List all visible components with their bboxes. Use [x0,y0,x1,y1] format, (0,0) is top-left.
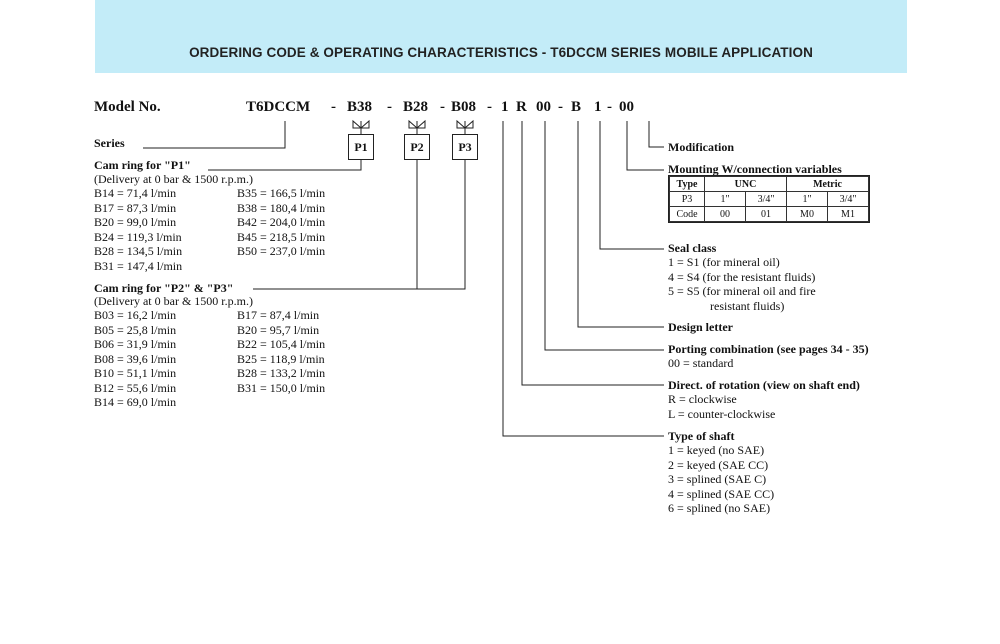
list-item: B12 = 55,6 l/min [94,380,177,395]
p1-line [208,160,361,170]
code-separator: - [487,99,492,115]
list-item: B10 = 51,1 l/min [94,366,177,380]
mounting-table [669,176,869,222]
table-header: Metric [787,177,869,192]
seal-title: Seal class [668,241,717,255]
p23-list-col2 [237,308,325,395]
seal-line [600,121,664,249]
shaft-title: Type of shaft [668,429,735,443]
code-separator: - [440,99,445,115]
list-item: B22 = 105,4 l/min [237,337,326,351]
seal-list [668,255,816,313]
rotation-list [668,392,775,421]
p1-list-col1 [94,186,182,273]
list-item: B28 = 134,5 l/min [94,244,183,258]
list-item: B24 = 119,3 l/min [94,229,182,244]
p1-box: P1 [348,134,374,160]
list-item: B14 = 71,4 l/min [94,186,177,200]
list-item: 4 = S4 (for the resistant fluids) [668,269,816,284]
list-item: B20 = 99,0 l/min [94,215,177,229]
list-item: B17 = 87,3 l/min [94,200,177,215]
model-label: Model No. [94,99,161,115]
porting-list [668,356,733,371]
list-item: L = counter-clockwise [668,406,776,421]
list-item: resistant fluids) [710,298,785,313]
table-cell: M0 [787,207,828,222]
modification-label: Modification [668,140,734,154]
page-title: ORDERING CODE & OPERATING CHARACTERISTICS - T6DCCM SERIES MOBILE APPLICATION [189,45,813,60]
table-cell: 1" [787,192,828,207]
list-item: B35 = 166,5 l/min [237,186,326,200]
table-cell: 00 [705,207,746,222]
list-item: B45 = 218,5 l/min [237,229,326,244]
list-item: 4 = splined (SAE CC) [668,486,775,501]
code-design: B [571,99,582,115]
list-item: 3 = splined (SAE C) [668,472,767,486]
list-item: B20 = 95,7 l/min [237,322,320,337]
list-item: B42 = 204,0 l/min [237,215,326,229]
rotation-line [522,121,664,385]
p1-list-col2 [237,186,325,259]
code-p2: B28 [403,99,429,115]
p23-subtitle: (Delivery at 0 bar & 1500 r.p.m.) [94,294,253,308]
table-cell: 01 [746,207,787,222]
list-item: 2 = keyed (SAE CC) [668,457,769,472]
series-label: Series [94,136,125,150]
list-item: B14 = 69,0 l/min [94,395,177,409]
code-separator: - [558,99,563,115]
code-series: T6DCCM [246,99,311,115]
code-separator: - [387,99,392,115]
p23-title: Cam ring for "P2" & "P3" [94,281,234,295]
porting-title: Porting combination (see pages 34 - 35) [668,342,869,356]
p1-title: Cam ring for "P1" [94,158,191,172]
modification-line [649,121,664,147]
table-cell: 1" [705,192,746,207]
list-item: B31 = 150,0 l/min [237,380,326,395]
p1-subtitle: (Delivery at 0 bar & 1500 r.p.m.) [94,172,253,186]
code-p3: B08 [451,99,477,115]
rotation-title: Direct. of rotation (view on shaft end) [668,378,860,392]
table-cell: 3/4" [828,192,869,207]
list-item: B28 = 133,2 l/min [237,366,326,380]
p1-bracket [353,121,369,134]
list-item: B25 = 118,9 l/min [237,351,325,366]
p3-box: P3 [452,134,478,160]
table-header: Type [670,177,705,192]
list-item: B06 = 31,9 l/min [94,337,177,351]
list-item: B31 = 147,4 l/min [94,258,183,273]
list-item: 5 = S5 (for mineral oil and fire [668,284,816,298]
code-seal: 1 [594,99,602,115]
mounting-line [627,121,664,170]
code-porting: 00 [536,99,551,115]
list-item: B17 = 87,4 l/min [237,308,320,322]
series-line [143,121,285,148]
code-p1: B38 [347,99,373,115]
shaft-list [668,443,774,516]
code-separator: - [607,99,612,115]
code-rotation: R [516,99,527,115]
table-cell: P3 [670,192,705,207]
list-item: B05 = 25,8 l/min [94,322,177,337]
table-header: UNC [705,177,787,192]
list-item: R = clockwise [668,392,737,406]
design-line [578,121,664,327]
code-separator: - [331,99,336,115]
table-cell: 3/4" [746,192,787,207]
code-mounting: 00 [619,99,634,115]
list-item: 6 = splined (no SAE) [668,501,771,515]
table-cell: Code [670,207,705,222]
list-item: B50 = 237,0 l/min [237,244,326,258]
p2-box: P2 [404,134,430,160]
list-item: B08 = 39,6 l/min [94,351,177,366]
list-item: 00 = standard [668,356,734,370]
list-item: B03 = 16,2 l/min [94,308,177,322]
mounting-title: Mounting W/connection variables [668,162,842,176]
p3-bracket [457,121,473,134]
porting-line [545,121,664,350]
list-item: B38 = 180,4 l/min [237,200,326,215]
code-shaft: 1 [501,99,509,115]
shaft-line [503,121,664,436]
p2-bracket [409,121,425,134]
table-cell: M1 [828,207,869,222]
design-label: Design letter [668,320,733,334]
list-item: 1 = S1 (for mineral oil) [668,255,780,269]
p23-list-col1 [94,308,176,410]
list-item: 1 = keyed (no SAE) [668,443,765,457]
